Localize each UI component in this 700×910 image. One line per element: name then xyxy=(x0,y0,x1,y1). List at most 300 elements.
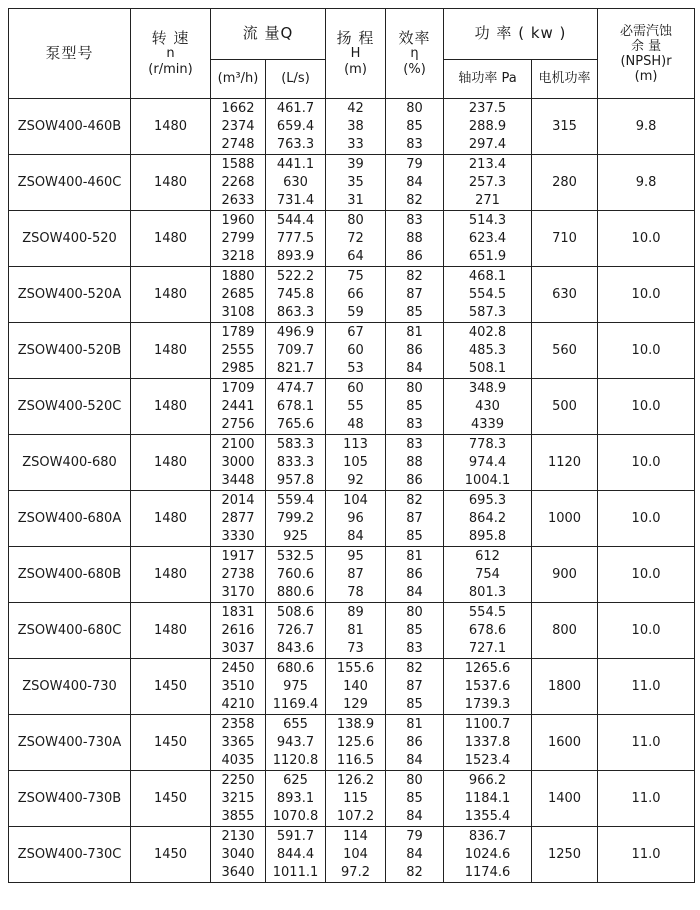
flow-ls-cell xyxy=(266,827,326,883)
header-head xyxy=(326,9,386,99)
npsh-cell: 11.0 xyxy=(598,715,695,771)
flow-ls-cell-value: 863.3 xyxy=(276,304,315,320)
head-cell-value: 138.9 xyxy=(336,716,375,732)
head-cell-value: 125.6 xyxy=(336,734,375,750)
head-cell-value: 87 xyxy=(347,566,364,582)
head-cell-value: 42 xyxy=(347,100,364,116)
npsh-cell: 10.0 xyxy=(598,267,695,323)
efficiency-cell-value: 84 xyxy=(406,846,423,862)
table-row xyxy=(9,771,695,827)
head-cell-value: 67 xyxy=(347,324,364,340)
head-cell-value: 72 xyxy=(347,230,364,246)
table-row xyxy=(9,603,695,659)
shaft-power-cell-value: 288.9 xyxy=(468,118,507,134)
npsh-cell: 11.0 xyxy=(598,827,695,883)
speed-cell: 1450 xyxy=(131,771,211,827)
npsh-cell: 10.0 xyxy=(598,379,695,435)
shaft-power-cell-value: 966.2 xyxy=(468,772,507,788)
flow-m3h-cell-value: 2756 xyxy=(221,416,255,432)
head-cell-value: 92 xyxy=(347,472,364,488)
flow-ls-cell-value: 821.7 xyxy=(276,360,315,376)
flow-m3h-cell-value: 3855 xyxy=(221,808,255,824)
shaft-power-cell-value: 514.3 xyxy=(468,212,507,228)
efficiency-cell-value: 83 xyxy=(406,436,423,452)
flow-m3h-cell xyxy=(211,603,266,659)
header-speed-unit: (r/min) xyxy=(148,61,193,77)
efficiency-cell-value: 82 xyxy=(406,864,423,880)
head-cell-value: 33 xyxy=(347,136,364,152)
head-cell-value: 96 xyxy=(347,510,364,526)
flow-ls-cell-value: 583.3 xyxy=(276,436,315,452)
shaft-power-cell-value: 554.5 xyxy=(468,604,507,620)
flow-ls-cell-value: 461.7 xyxy=(276,100,315,116)
shaft-power-cell-value: 1004.1 xyxy=(464,472,511,488)
efficiency-cell xyxy=(386,99,444,155)
header-eff-label: 效率 xyxy=(398,28,431,47)
flow-ls-cell xyxy=(266,491,326,547)
pump-model-cell: ZSOW400-730C xyxy=(9,827,131,883)
shaft-power-cell-value: 4339 xyxy=(470,416,505,432)
efficiency-cell-value: 83 xyxy=(406,212,423,228)
efficiency-cell xyxy=(386,379,444,435)
header-npsh-line4: (m) xyxy=(634,68,658,84)
efficiency-cell-value: 79 xyxy=(406,156,423,172)
flow-ls-cell xyxy=(266,379,326,435)
pump-model-cell: ZSOW400-730A xyxy=(9,715,131,771)
flow-m3h-cell xyxy=(211,323,266,379)
flow-ls-cell xyxy=(266,659,326,715)
speed-cell: 1480 xyxy=(131,155,211,211)
speed-cell: 1450 xyxy=(131,827,211,883)
flow-ls-cell xyxy=(266,715,326,771)
shaft-power-cell xyxy=(444,771,532,827)
pump-model-cell: ZSOW400-680 xyxy=(9,435,131,491)
efficiency-cell-value: 83 xyxy=(406,136,423,152)
head-cell-value: 129 xyxy=(343,696,368,712)
shaft-power-cell-value: 1337.8 xyxy=(464,734,511,750)
flow-m3h-cell-value: 2450 xyxy=(221,660,255,676)
motor-power-cell: 710 xyxy=(532,211,598,267)
header-head-label: 扬 程 xyxy=(336,28,375,47)
speed-cell: 1480 xyxy=(131,99,211,155)
shaft-power-cell xyxy=(444,99,532,155)
flow-ls-cell-value: 1070.8 xyxy=(272,808,319,824)
flow-m3h-cell-value: 2358 xyxy=(221,716,255,732)
shaft-power-cell-value: 430 xyxy=(475,398,500,414)
flow-m3h-cell xyxy=(211,211,266,267)
efficiency-cell-value: 80 xyxy=(406,604,423,620)
flow-m3h-cell xyxy=(211,379,266,435)
efficiency-cell-value: 83 xyxy=(406,416,423,432)
shaft-power-cell xyxy=(444,211,532,267)
efficiency-cell-value: 83 xyxy=(406,640,423,656)
shaft-power-cell-value: 1100.7 xyxy=(464,716,511,732)
head-cell xyxy=(326,435,386,491)
efficiency-cell-value: 85 xyxy=(406,696,423,712)
flow-m3h-cell-value: 2633 xyxy=(221,192,255,208)
head-cell-value: 113 xyxy=(343,436,368,452)
shaft-power-cell-value: 974.4 xyxy=(468,454,507,470)
shaft-power-cell-value: 297.4 xyxy=(468,136,507,152)
header-speed-symbol: n xyxy=(166,45,175,61)
efficiency-cell-value: 86 xyxy=(406,472,423,488)
pump-model-cell: ZSOW400-460C xyxy=(9,155,131,211)
flow-ls-cell xyxy=(266,211,326,267)
flow-m3h-cell xyxy=(211,547,266,603)
efficiency-cell-value: 86 xyxy=(406,342,423,358)
efficiency-cell-value: 86 xyxy=(406,734,423,750)
shaft-power-cell-value: 695.3 xyxy=(468,492,507,508)
motor-power-cell: 800 xyxy=(532,603,598,659)
head-cell-value: 126.2 xyxy=(336,772,375,788)
shaft-power-cell-value: 587.3 xyxy=(468,304,507,320)
shaft-power-cell xyxy=(444,323,532,379)
head-cell-value: 78 xyxy=(347,584,364,600)
efficiency-cell-value: 82 xyxy=(406,268,423,284)
table-row xyxy=(9,435,695,491)
flow-ls-cell-value: 559.4 xyxy=(276,492,315,508)
shaft-power-cell-value: 402.8 xyxy=(468,324,507,340)
flow-ls-cell-value: 508.6 xyxy=(276,604,315,620)
flow-m3h-cell-value: 2100 xyxy=(221,436,255,452)
head-cell-value: 155.6 xyxy=(336,660,375,676)
flow-ls-cell-value: 799.2 xyxy=(276,510,315,526)
table-body xyxy=(9,99,695,883)
header-flow-ls xyxy=(266,60,326,99)
efficiency-cell-value: 87 xyxy=(406,510,423,526)
shaft-power-cell xyxy=(444,827,532,883)
table-row xyxy=(9,547,695,603)
shaft-power-cell-value: 778.3 xyxy=(468,436,507,452)
head-cell xyxy=(326,323,386,379)
efficiency-cell-value: 84 xyxy=(406,752,423,768)
head-cell-value: 59 xyxy=(347,304,364,320)
flow-ls-cell-value: 496.9 xyxy=(276,324,315,340)
efficiency-cell-value: 88 xyxy=(406,454,423,470)
head-cell xyxy=(326,99,386,155)
efficiency-cell xyxy=(386,267,444,323)
flow-m3h-cell-value: 3640 xyxy=(221,864,255,880)
flow-m3h-cell-value: 3218 xyxy=(221,248,255,264)
header-flow-m3h xyxy=(211,60,266,99)
flow-m3h-cell-value: 2268 xyxy=(221,174,255,190)
shaft-power-cell xyxy=(444,603,532,659)
efficiency-cell xyxy=(386,155,444,211)
flow-m3h-cell-value: 1662 xyxy=(221,100,255,116)
flow-ls-cell-value: 532.5 xyxy=(276,548,315,564)
flow-m3h-cell xyxy=(211,491,266,547)
efficiency-cell-value: 84 xyxy=(406,808,423,824)
shaft-power-cell xyxy=(444,547,532,603)
flow-ls-cell-value: 844.4 xyxy=(276,846,315,862)
header-flow-label: 流 量Q xyxy=(242,24,294,42)
flow-m3h-cell-value: 2616 xyxy=(221,622,255,638)
flow-m3h-cell-value: 1831 xyxy=(221,604,255,620)
flow-ls-cell-value: 522.2 xyxy=(276,268,315,284)
flow-ls-cell-value: 731.4 xyxy=(276,192,315,208)
header-head-symbol: H xyxy=(350,45,361,61)
head-cell-value: 53 xyxy=(347,360,364,376)
npsh-cell: 10.0 xyxy=(598,211,695,267)
shaft-power-cell xyxy=(444,715,532,771)
flow-ls-cell xyxy=(266,603,326,659)
shaft-power-cell-value: 508.1 xyxy=(468,360,507,376)
head-cell xyxy=(326,715,386,771)
efficiency-cell-value: 79 xyxy=(406,828,423,844)
flow-m3h-cell xyxy=(211,771,266,827)
head-cell-value: 105 xyxy=(343,454,368,470)
head-cell xyxy=(326,771,386,827)
header-eff-symbol: η xyxy=(410,45,419,61)
efficiency-cell-value: 80 xyxy=(406,100,423,116)
shaft-power-cell-value: 1523.4 xyxy=(464,752,511,768)
flow-ls-cell xyxy=(266,99,326,155)
flow-ls-cell-value: 630 xyxy=(283,174,308,190)
shaft-power-cell-value: 1355.4 xyxy=(464,808,511,824)
flow-m3h-cell-value: 2441 xyxy=(221,398,255,414)
flow-m3h-cell-value: 3040 xyxy=(221,846,255,862)
header-npsh xyxy=(598,9,695,99)
flow-m3h-cell-value: 3215 xyxy=(221,790,255,806)
efficiency-cell-value: 80 xyxy=(406,772,423,788)
efficiency-cell-value: 81 xyxy=(406,324,423,340)
flow-ls-cell-value: 1120.8 xyxy=(272,752,319,768)
flow-ls-cell-value: 843.6 xyxy=(276,640,315,656)
efficiency-cell-value: 86 xyxy=(406,566,423,582)
flow-m3h-cell-value: 1880 xyxy=(221,268,255,284)
motor-power-cell: 315 xyxy=(532,99,598,155)
shaft-power-cell-value: 213.4 xyxy=(468,156,507,172)
npsh-cell: 10.0 xyxy=(598,603,695,659)
head-cell xyxy=(326,491,386,547)
pump-model-cell: ZSOW400-680A xyxy=(9,491,131,547)
head-cell xyxy=(326,379,386,435)
pump-model-cell: ZSOW400-520C xyxy=(9,379,131,435)
flow-ls-cell-value: 760.6 xyxy=(276,566,315,582)
shaft-power-cell-value: 864.2 xyxy=(468,510,507,526)
efficiency-cell-value: 81 xyxy=(406,716,423,732)
pump-model-cell: ZSOW400-680B xyxy=(9,547,131,603)
head-cell-value: 114 xyxy=(343,828,368,844)
flow-ls-cell-value: 726.7 xyxy=(276,622,315,638)
header-speed-label: 转 速 xyxy=(151,28,190,47)
motor-power-cell: 1250 xyxy=(532,827,598,883)
table-row xyxy=(9,155,695,211)
flow-ls-cell-value: 655 xyxy=(283,716,308,732)
shaft-power-cell-value: 651.9 xyxy=(468,248,507,264)
speed-cell: 1480 xyxy=(131,603,211,659)
motor-power-cell: 900 xyxy=(532,547,598,603)
shaft-power-cell xyxy=(444,659,532,715)
efficiency-cell xyxy=(386,715,444,771)
pump-spec-table xyxy=(8,8,695,883)
flow-ls-cell-value: 925 xyxy=(283,528,308,544)
head-cell-value: 66 xyxy=(347,286,364,302)
efficiency-cell xyxy=(386,491,444,547)
flow-ls-cell-value: 745.8 xyxy=(276,286,315,302)
flow-m3h-cell xyxy=(211,99,266,155)
shaft-power-cell xyxy=(444,491,532,547)
shaft-power-cell-value: 895.8 xyxy=(468,528,507,544)
head-cell-value: 48 xyxy=(347,416,364,432)
head-cell-value: 38 xyxy=(347,118,364,134)
npsh-cell: 11.0 xyxy=(598,659,695,715)
shaft-power-cell-value: 678.6 xyxy=(468,622,507,638)
shaft-power-cell-value: 554.5 xyxy=(468,286,507,302)
header-npsh-line1: 必需汽蚀 xyxy=(620,23,673,39)
shaft-power-cell xyxy=(444,155,532,211)
header-head-unit: (m) xyxy=(344,61,367,77)
flow-m3h-cell-value: 2374 xyxy=(221,118,255,134)
table-row xyxy=(9,659,695,715)
head-cell xyxy=(326,211,386,267)
head-cell-value: 60 xyxy=(347,380,364,396)
table-row xyxy=(9,323,695,379)
efficiency-cell xyxy=(386,435,444,491)
flow-m3h-cell xyxy=(211,155,266,211)
table-row xyxy=(9,379,695,435)
flow-m3h-cell-value: 1709 xyxy=(221,380,255,396)
motor-power-cell: 560 xyxy=(532,323,598,379)
flow-m3h-cell xyxy=(211,827,266,883)
flow-m3h-cell-value: 2130 xyxy=(221,828,255,844)
motor-power-cell: 1600 xyxy=(532,715,598,771)
motor-power-cell: 1400 xyxy=(532,771,598,827)
header-power xyxy=(444,9,598,60)
efficiency-cell-value: 85 xyxy=(406,118,423,134)
flow-ls-cell-value: 763.3 xyxy=(276,136,315,152)
flow-m3h-cell xyxy=(211,659,266,715)
pump-model-cell: ZSOW400-520B xyxy=(9,323,131,379)
flow-ls-cell-value: 833.3 xyxy=(276,454,315,470)
header-motor-power-label: 电机功率 xyxy=(538,71,591,86)
motor-power-cell: 280 xyxy=(532,155,598,211)
efficiency-cell-value: 81 xyxy=(406,548,423,564)
npsh-cell: 10.0 xyxy=(598,323,695,379)
speed-cell: 1480 xyxy=(131,211,211,267)
flow-m3h-cell-value: 3330 xyxy=(221,528,255,544)
head-cell-value: 55 xyxy=(347,398,364,414)
flow-ls-cell-value: 957.8 xyxy=(276,472,315,488)
shaft-power-cell xyxy=(444,267,532,323)
pump-model-cell: ZSOW400-520 xyxy=(9,211,131,267)
table-row xyxy=(9,267,695,323)
npsh-cell: 11.0 xyxy=(598,771,695,827)
flow-m3h-cell-value: 3448 xyxy=(221,472,255,488)
flow-ls-cell-value: 1169.4 xyxy=(272,696,319,712)
head-cell xyxy=(326,547,386,603)
motor-power-cell: 500 xyxy=(532,379,598,435)
flow-ls-cell-value: 678.1 xyxy=(276,398,315,414)
shaft-power-cell-value: 468.1 xyxy=(468,268,507,284)
table-row xyxy=(9,715,695,771)
efficiency-cell-value: 85 xyxy=(406,304,423,320)
pump-model-cell: ZSOW400-460B xyxy=(9,99,131,155)
head-cell-value: 81 xyxy=(347,622,364,638)
flow-ls-cell-value: 765.6 xyxy=(276,416,315,432)
flow-ls-cell-value: 943.7 xyxy=(276,734,315,750)
shaft-power-cell-value: 754 xyxy=(475,566,500,582)
pump-model-cell: ZSOW400-520A xyxy=(9,267,131,323)
efficiency-cell xyxy=(386,323,444,379)
efficiency-cell xyxy=(386,211,444,267)
shaft-power-cell xyxy=(444,379,532,435)
shaft-power-cell-value: 727.1 xyxy=(468,640,507,656)
flow-m3h-cell-value: 2250 xyxy=(221,772,255,788)
motor-power-cell: 1800 xyxy=(532,659,598,715)
head-cell-value: 104 xyxy=(343,492,368,508)
head-cell xyxy=(326,155,386,211)
header-model xyxy=(9,9,131,99)
efficiency-cell-value: 84 xyxy=(406,174,423,190)
head-cell-value: 80 xyxy=(347,212,364,228)
speed-cell: 1450 xyxy=(131,659,211,715)
efficiency-cell-value: 82 xyxy=(406,192,423,208)
motor-power-cell: 630 xyxy=(532,267,598,323)
flow-m3h-cell-value: 3037 xyxy=(221,640,255,656)
flow-m3h-cell-value: 3510 xyxy=(221,678,255,694)
efficiency-cell-value: 85 xyxy=(406,790,423,806)
head-cell-value: 107.2 xyxy=(336,808,375,824)
efficiency-cell-value: 85 xyxy=(406,622,423,638)
header-efficiency xyxy=(386,9,444,99)
flow-ls-cell-value: 880.6 xyxy=(276,584,315,600)
head-cell-value: 35 xyxy=(347,174,364,190)
flow-ls-cell-value: 975 xyxy=(283,678,308,694)
shaft-power-cell-value: 1174.6 xyxy=(464,864,511,880)
efficiency-cell xyxy=(386,659,444,715)
header-model-label: 泵型号 xyxy=(45,43,94,62)
flow-ls-cell-value: 625 xyxy=(283,772,308,788)
head-cell xyxy=(326,267,386,323)
header-flow xyxy=(211,9,326,60)
shaft-power-cell-value: 1024.6 xyxy=(464,846,511,862)
head-cell-value: 95 xyxy=(347,548,364,564)
flow-m3h-cell-value: 3170 xyxy=(221,584,255,600)
shaft-power-cell-value: 271 xyxy=(475,192,500,208)
efficiency-cell-value: 82 xyxy=(406,660,423,676)
flow-m3h-cell-value: 1917 xyxy=(221,548,255,564)
motor-power-cell: 1000 xyxy=(532,491,598,547)
flow-m3h-cell-value: 2877 xyxy=(221,510,255,526)
flow-ls-cell xyxy=(266,155,326,211)
flow-ls-cell-value: 893.9 xyxy=(276,248,315,264)
flow-m3h-cell-value: 4035 xyxy=(221,752,255,768)
header-motor-power xyxy=(532,60,598,99)
shaft-power-cell-value: 1184.1 xyxy=(464,790,511,806)
speed-cell: 1480 xyxy=(131,267,211,323)
flow-ls-cell-value: 441.1 xyxy=(276,156,315,172)
shaft-power-cell-value: 801.3 xyxy=(468,584,507,600)
flow-m3h-cell-value: 2555 xyxy=(221,342,255,358)
flow-m3h-cell-value: 1960 xyxy=(221,212,255,228)
flow-m3h-cell xyxy=(211,715,266,771)
head-cell xyxy=(326,659,386,715)
header-power-label: 功 率 ( kw ) xyxy=(474,24,567,42)
efficiency-cell-value: 80 xyxy=(406,380,423,396)
flow-ls-cell-value: 777.5 xyxy=(276,230,315,246)
shaft-power-cell-value: 623.4 xyxy=(468,230,507,246)
flow-ls-cell-value: 1011.1 xyxy=(272,864,319,880)
header-shaft-power xyxy=(444,60,532,99)
speed-cell: 1480 xyxy=(131,491,211,547)
npsh-cell: 10.0 xyxy=(598,547,695,603)
npsh-cell: 9.8 xyxy=(598,155,695,211)
speed-cell: 1480 xyxy=(131,323,211,379)
flow-ls-cell-value: 659.4 xyxy=(276,118,315,134)
head-cell-value: 140 xyxy=(343,678,368,694)
flow-m3h-cell-value: 3365 xyxy=(221,734,255,750)
